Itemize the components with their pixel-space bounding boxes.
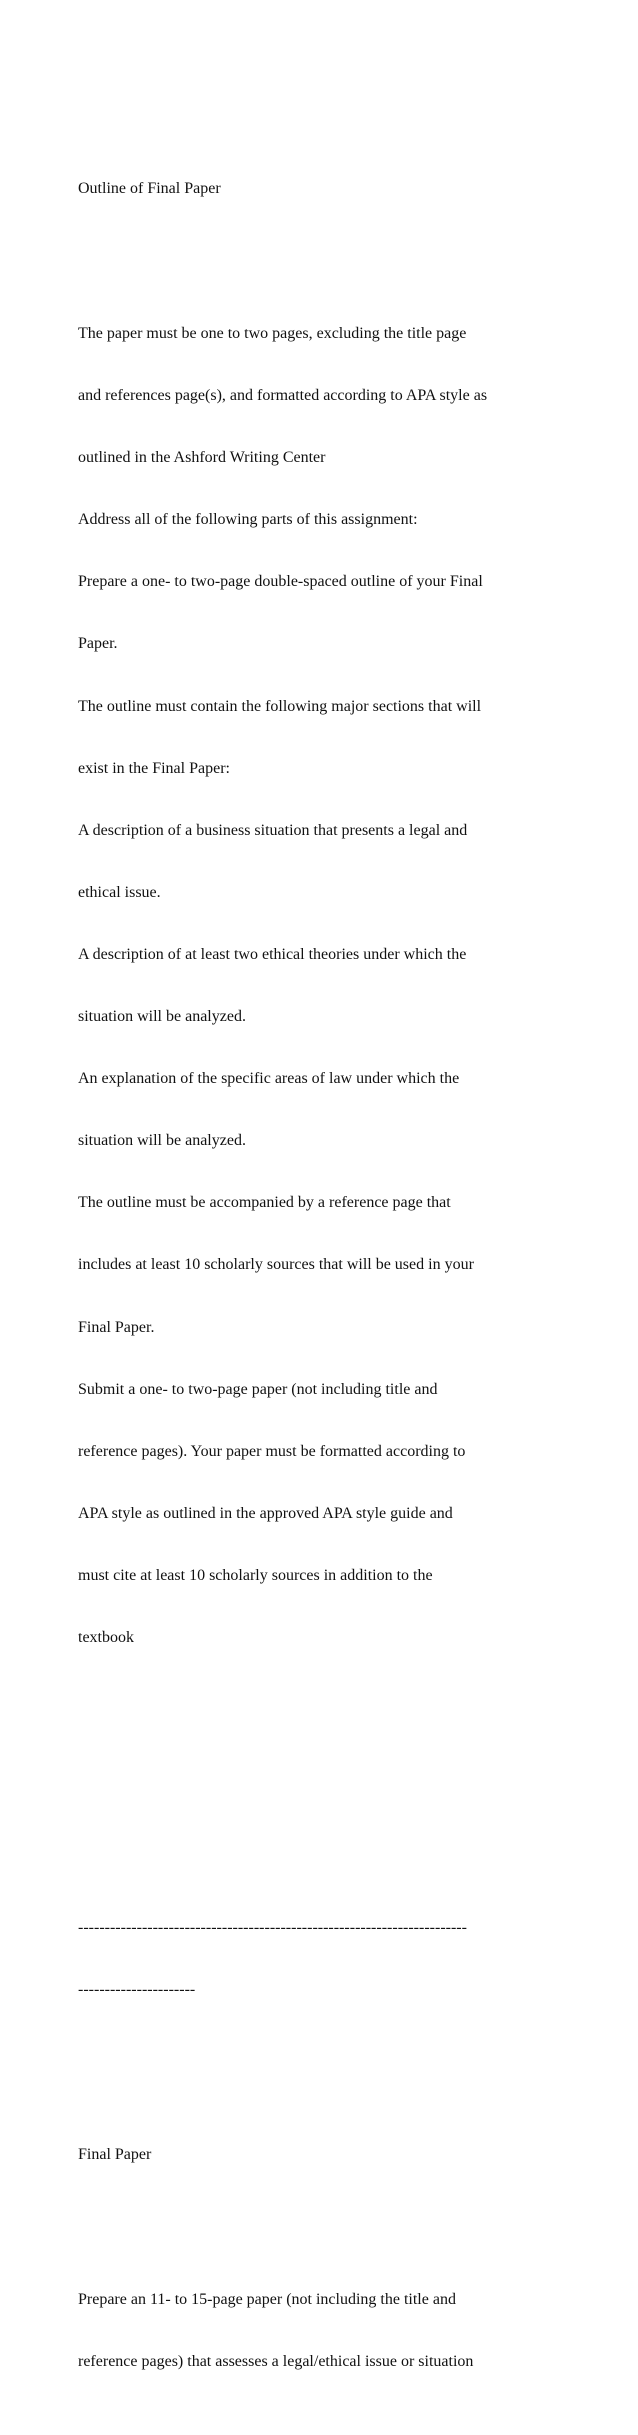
outline-line: Paper. <box>78 635 118 653</box>
blank-line <box>78 1773 598 1794</box>
blank-line <box>78 241 598 262</box>
outline-line: Submit a one- to two-page paper (not including title and <box>78 1380 438 1398</box>
outline-line: must cite at least 10 scholarly sources in addition to the <box>78 1566 433 1584</box>
final-paper-line: reference pages) that assesses a legal/ethical issue or situation <box>78 2353 474 2371</box>
outline-line: textbook <box>78 1628 134 1646</box>
outline-line: reference pages). Your paper must be formatted according to <box>78 1442 466 1460</box>
outline-line: The outline must be accompanied by a reference page that <box>78 1194 451 1212</box>
outline-line: APA style as outlined in the approved APA style guide and <box>78 1504 453 1522</box>
blank-line <box>78 1835 598 1856</box>
outline-line: ethical issue. <box>78 883 161 901</box>
blank-line <box>78 2063 598 2084</box>
outline-line: An explanation of the specific areas of law under which the <box>78 1070 460 1088</box>
outline-line: Final Paper. <box>78 1318 155 1336</box>
outline-line: and references page(s), and formatted according to APA style as <box>78 387 488 405</box>
divider-line: ---------------------- <box>78 1980 196 1998</box>
final-paper-title: Final Paper <box>78 2146 152 2164</box>
outline-line: A description of at least two ethical theories under which the <box>78 945 467 963</box>
outline-line: Address all of the following parts of this assignment: <box>78 511 418 529</box>
divider-line: ------------------------------------------------------------------------- <box>78 1918 467 1936</box>
blank-line <box>78 1711 598 1732</box>
outline-line: A description of a business situation that presents a legal and <box>78 821 468 839</box>
outline-title: Outline of Final Paper <box>78 180 221 198</box>
document-body <box>78 117 598 2435</box>
final-paper-line: Prepare an 11- to 15-page paper (not including the title and <box>78 2291 456 2309</box>
outline-line: situation will be analyzed. <box>78 1132 246 1150</box>
outline-line: The paper must be one to two pages, excluding the title page <box>78 325 467 342</box>
outline-line: includes at least 10 scholarly sources that will be used in your <box>78 1256 474 1274</box>
blank-line <box>78 2208 598 2229</box>
outline-line: outlined in the Ashford Writing Center <box>78 449 326 467</box>
outline-line: The outline must contain the following major sections that will <box>78 697 482 715</box>
outline-line: Prepare a one- to two-page double-spaced outline of your Final <box>78 573 483 591</box>
outline-line: situation will be analyzed. <box>78 1008 246 1026</box>
outline-line: exist in the Final Paper: <box>78 759 230 777</box>
